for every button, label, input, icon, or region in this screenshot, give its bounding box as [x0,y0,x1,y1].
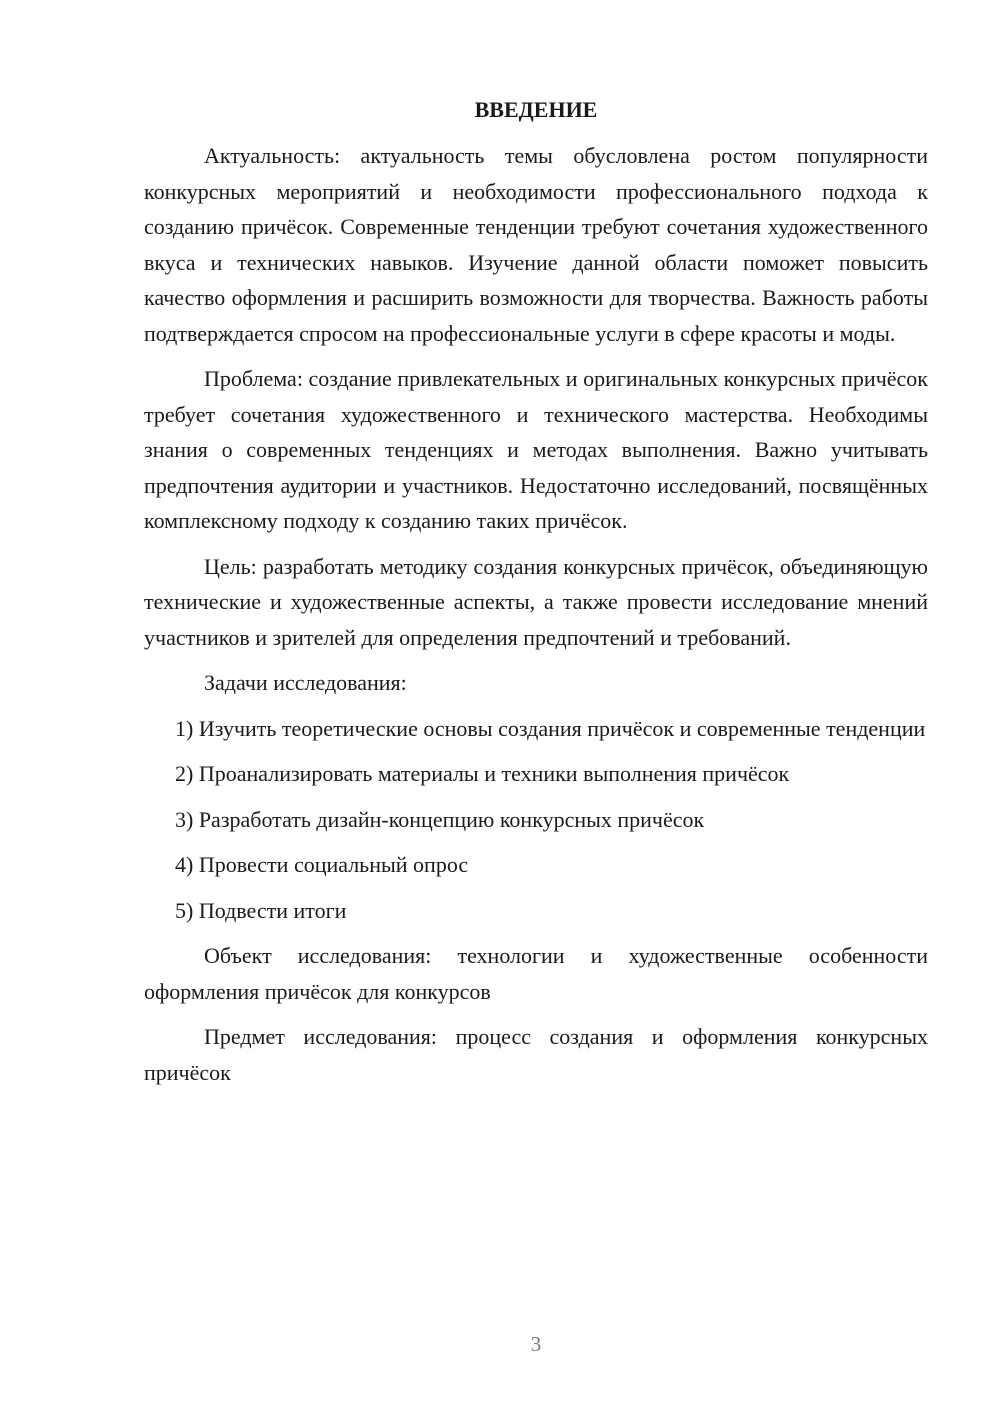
goal-paragraph: Цель: разработать методику создания конкурсных причёсок, объединяющую технические и художественные аспекты, а также провести исследование мнений участников и зрителей для определения предпочтений и требований. [144,553,928,650]
task-item-4: 4) Провести социальный опрос [175,852,469,877]
page-title: ВВЕДЕНИЕ [474,97,598,122]
document-page [144,96,928,1100]
problem-paragraph: Проблема: создание привлекательных и оригинальных конкурсных причёсок требует сочетания художественного и технического мастерства. Необходимы знания о современных тенденциях и методах выполнения. Важно учитывать предпочтения аудитории и участников. Недостаточно исследований, посвящённых комплексному подходу к созданию таких причёсок. [144,366,928,533]
relevance-paragraph: Актуальность: актуальность темы обусловлена ростом популярности конкурсных мероприятий и необходимости профессионального подхода к созданию причёсок. Современные тенденции требуют сочетания художественного вкуса и технических навыков. Изучение данной области поможет повысить качество оформления и расширить возможности для творчества. Важность работы подтверждается спросом на профессиональные услуги в сфере красоты и моды. [144,143,928,346]
task-item-2: 2) Проанализировать материалы и техники выполнения причёсок [175,761,790,786]
page-number: 3 [530,1332,542,1356]
object-paragraph: Объект исследования: технологии и художественные особенности оформления причёсок для конкурсов [144,943,928,1004]
task-item-5: 5) Подвести итоги [175,897,347,923]
task-item-3: 3) Разработать дизайн-концепцию конкурсных причёсок [175,806,705,832]
task-item-1: 1) Изучить теоретические основы создания причёсок и современные тенденции [175,715,926,741]
tasks-title: Задачи исследования: [204,670,407,695]
tasks-list [144,711,928,929]
subject-paragraph: Предмет исследования: процесс создания и оформления конкурсных причёсок [144,1024,928,1085]
